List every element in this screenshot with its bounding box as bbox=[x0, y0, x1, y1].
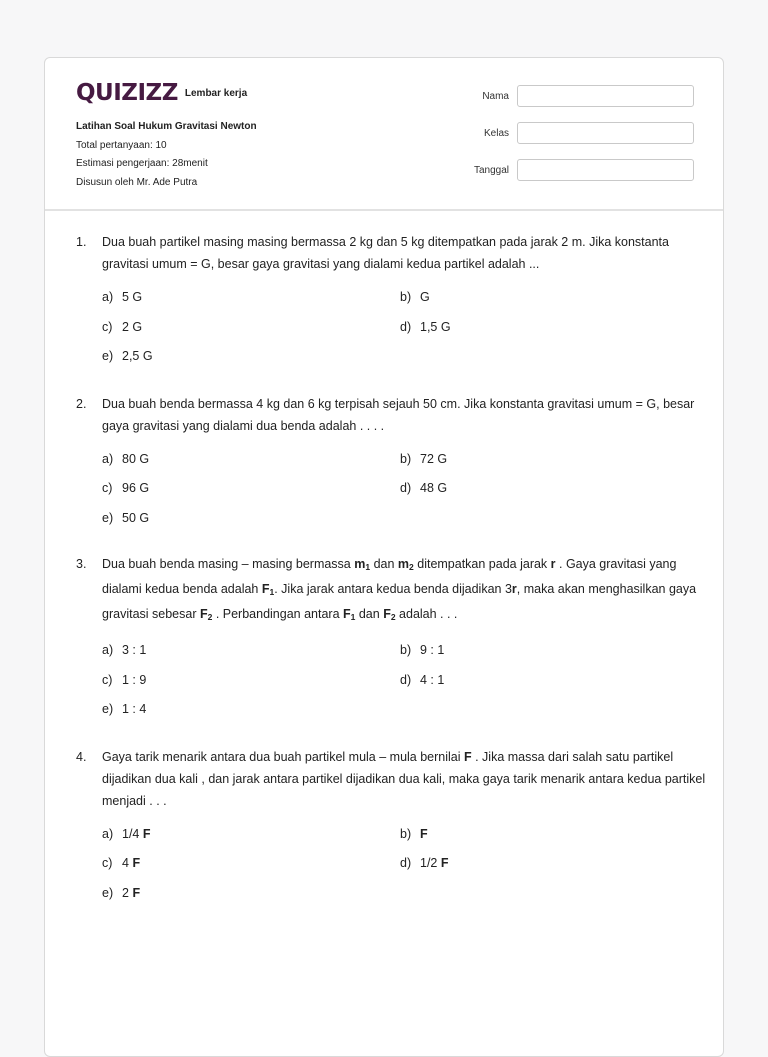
option-key: e) bbox=[102, 702, 114, 716]
option-list bbox=[102, 641, 706, 730]
option-text: 4 F bbox=[122, 856, 141, 870]
option-text: 4 : 1 bbox=[420, 672, 445, 687]
question-text: Dua buah partikel masing masing bermassa 2 kg dan 5 kg ditempatkan pada jarak 2 m. Jika konstanta gravitasi umum = G, besar gaya gravitasi yang dialami kedua partikel adalah ... bbox=[102, 235, 669, 271]
kelas-field bbox=[445, 122, 694, 144]
worksheet-header bbox=[45, 58, 723, 211]
author: Disusun oleh Mr. Ade Putra bbox=[76, 176, 198, 188]
option-list bbox=[102, 825, 706, 914]
option-text: 1 : 4 bbox=[122, 702, 147, 716]
estimated-time: Estimasi pengerjaan: 28menit bbox=[76, 158, 208, 170]
total-questions: Total pertanyaan: 10 bbox=[76, 139, 167, 151]
worksheet-meta bbox=[76, 118, 257, 192]
question-list bbox=[76, 231, 706, 913]
option-a bbox=[102, 825, 400, 855]
question-4 bbox=[76, 746, 706, 914]
option-key: b) bbox=[400, 643, 412, 657]
option-text: F bbox=[420, 826, 428, 841]
option-e bbox=[102, 700, 400, 730]
option-key: c) bbox=[102, 481, 113, 495]
option-e bbox=[102, 884, 400, 914]
brand bbox=[76, 80, 247, 106]
option-text: 72 G bbox=[420, 451, 448, 466]
worksheet-page bbox=[44, 57, 724, 1057]
option-key: d) bbox=[400, 672, 412, 687]
option-d bbox=[400, 318, 698, 348]
option-e bbox=[102, 509, 400, 539]
option-a bbox=[102, 288, 400, 318]
kelas-input[interactable] bbox=[517, 122, 694, 144]
tanggal-field bbox=[445, 159, 694, 181]
option-key: c) bbox=[102, 319, 113, 334]
option-key: c) bbox=[102, 856, 113, 870]
option-text: 96 G bbox=[122, 481, 150, 495]
nama-label: Nama bbox=[482, 90, 509, 102]
option-c bbox=[102, 318, 400, 348]
option-b bbox=[400, 825, 698, 855]
tanggal-label: Tanggal bbox=[473, 164, 509, 176]
worksheet-title: Latihan Soal Hukum Gravitasi Newton bbox=[76, 121, 257, 132]
option-key: b) bbox=[400, 826, 412, 841]
option-key: a) bbox=[102, 643, 114, 657]
question-number: 4. bbox=[76, 749, 87, 764]
option-text: 3 : 1 bbox=[122, 643, 147, 657]
option-text: 9 : 1 bbox=[420, 643, 445, 657]
quizizz-logo: QUIZIZZ bbox=[76, 80, 178, 106]
nama-input[interactable] bbox=[517, 85, 694, 107]
option-text: 1 : 9 bbox=[122, 672, 147, 687]
option-text: 2 F bbox=[122, 885, 141, 900]
kelas-label: Kelas bbox=[483, 127, 509, 139]
option-key: d) bbox=[400, 319, 412, 334]
option-text: 5 G bbox=[122, 290, 143, 304]
option-text: 50 G bbox=[122, 510, 150, 525]
option-d bbox=[400, 854, 698, 884]
question-2 bbox=[76, 393, 706, 539]
option-text: 80 G bbox=[122, 451, 150, 466]
option-key: b) bbox=[400, 451, 412, 466]
question-text: Dua buah benda bermassa 4 kg dan 6 kg terpisah sejauh 50 cm. Jika konstanta gravitasi umum = G, besar gaya gravitasi yang dialami dua benda adalah . . . . bbox=[102, 396, 695, 433]
question-1 bbox=[76, 231, 706, 377]
option-a bbox=[102, 450, 400, 480]
option-d bbox=[400, 479, 698, 509]
option-text: 2,5 G bbox=[122, 349, 153, 363]
question-number: 2. bbox=[76, 396, 87, 411]
option-c bbox=[102, 671, 400, 701]
option-e bbox=[102, 347, 400, 377]
question-number: 1. bbox=[76, 235, 87, 249]
option-key: a) bbox=[102, 826, 114, 841]
option-text: 1/4 F bbox=[122, 826, 151, 841]
nama-field bbox=[445, 85, 694, 107]
option-key: a) bbox=[102, 451, 114, 466]
option-text: G bbox=[420, 290, 430, 304]
option-key: c) bbox=[102, 672, 113, 687]
option-key: e) bbox=[102, 510, 114, 525]
option-key: e) bbox=[102, 885, 114, 900]
option-key: d) bbox=[400, 856, 412, 870]
tanggal-input[interactable] bbox=[517, 159, 694, 181]
question-text: Gaya tarik menarik antara dua buah partikel mula – mula bernilai F . Jika massa dari salah satu partikel dijadikan dua kali , dan jarak antara partikel dijadikan dua kali, maka gaya tarik menarik antara kedua partikel menjadi . . . bbox=[102, 749, 706, 808]
option-text: 48 G bbox=[420, 481, 448, 495]
option-d bbox=[400, 671, 698, 701]
option-key: a) bbox=[102, 290, 114, 304]
option-key: d) bbox=[400, 481, 412, 495]
question-number: 3. bbox=[76, 557, 87, 571]
option-c bbox=[102, 854, 400, 884]
question-3 bbox=[76, 553, 706, 730]
option-key: b) bbox=[400, 290, 412, 304]
option-text: 1/2 F bbox=[420, 856, 449, 870]
option-list bbox=[102, 450, 706, 539]
option-text: 2 G bbox=[122, 319, 143, 334]
question-text: Dua buah benda masing – masing bermassa $m_1$ dan $m_2$ ditempatkan pada jarak r . Gaya gravitasi yang dialami kedua benda adalah $F_1$. Jika jarak antara kedua benda dijadikan 3r, maka akan menghasilkan gaya gravitasi sebesar $F_2$ . Perbandingan antara $F_1$ dan $F_2$ adalah . . . bbox=[102, 557, 697, 622]
option-c bbox=[102, 479, 400, 509]
option-b bbox=[400, 288, 698, 318]
option-key: e) bbox=[102, 349, 114, 363]
option-text: 1,5 G bbox=[420, 319, 451, 334]
option-b bbox=[400, 450, 698, 480]
option-list bbox=[102, 288, 706, 377]
option-b bbox=[400, 641, 698, 671]
worksheet-label: Lembar kerja bbox=[184, 87, 248, 99]
option-a bbox=[102, 641, 400, 671]
